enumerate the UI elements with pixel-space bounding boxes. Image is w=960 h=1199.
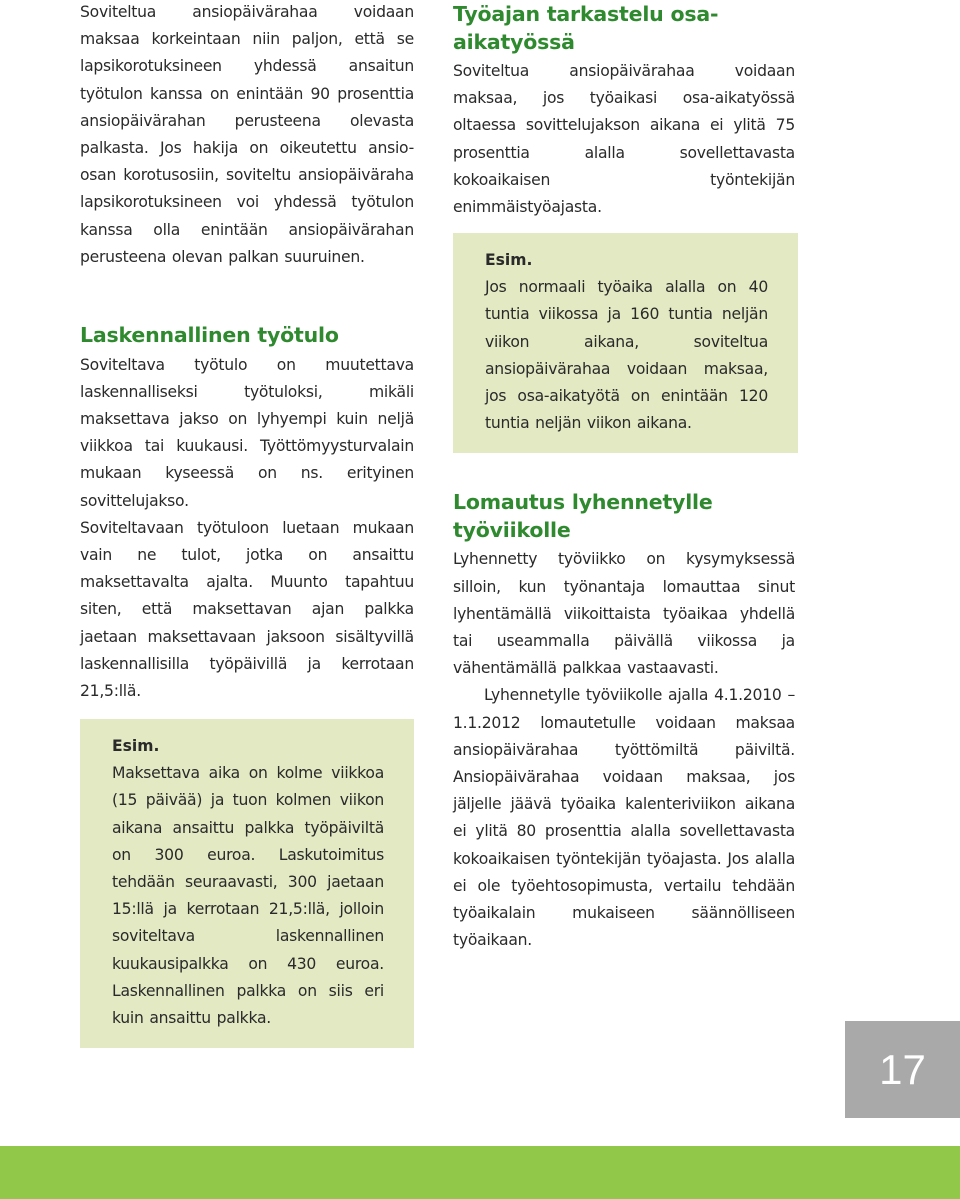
left-paragraph-1: Soviteltua ansiopäivärahaa voidaan maksaa korkeintaan niin paljon, että se lapsikorotuksineen yhdessä ansaitun työtulon kanssa on enintään 90 prosenttia ansiopäivärahan perusteena olevasta palkasta. Jos hakija on oikeutettu ansio-osan korotusosiin, soviteltu ansiopäiväraha lapsikorotuksineen voi yhdessä työtulon kanssa olla enintään ansiopäivärahan perusteena olevan palkan suuruinen.	[80, 3, 414, 266]
left-example-text: Maksettava aika on kolme viikkoa (15 päivää) ja tuon kolmen viikon aikana ansaittu palkka työpäiviltä on 300 euroa. Laskutoimitus tehdään seuraavasti, 300 jaetaan 15:llä ja kerrotaan 21,5:llä, jolloin soviteltava laskennallinen kuukausipalkka on 430 euroa. Laskennallinen palkka on siis eri kuin ansaittu palkka.	[112, 764, 384, 1027]
left-paragraph-2: Soviteltava työtulo on muutettava laskennalliseksi työtuloksi, mikäli maksettava jakso on lyhyempi kuin neljä viikkoa tai kuukausi. Työttömyysturvalain mukaan kyseessä on ns. erityinen sovittelujakso.	[80, 355, 414, 510]
left-example-box	[80, 719, 414, 1048]
right-paragraph-3: Lyhennetylle työviikolle ajalla 4.1.2010 – 1.1.2012 lomautetulle voidaan maksaa ansiopäivärahaa työttömiltä päiviltä. Ansiopäivärahaa voidaan maksaa, jos jäljelle jäävä työaika kalenteriviikon aikana ei ylitä 80 prosenttia alalla sovellettavasta kokoaikaisen työntekijän työajasta. Jos alalla ei ole työehtosopimusta, vertailu tehdään työaikalain mukaiseen säännölliseen työaikaan.	[453, 686, 795, 950]
heading-laskennallinen-tyotulo: Laskennallinen työtulo	[80, 323, 339, 348]
left-paragraph-3: Soviteltavaan työtuloon luetaan mukaan vain ne tulot, jotka on ansaittu maksettavalta ajalta. Muunto tapahtuu siten, että maksettavan ajan palkka jaetaan maksettavaan jaksoon sisältyvillä laskennallisilla työpäivillä ja kerrotaan 21,5:llä.	[80, 518, 414, 700]
heading-tyoajan-tarkastelu: Työajan tarkastelu osa-aikatyössä	[453, 2, 719, 54]
right-paragraph-2: Lyhennetty työviikko on kysymyksessä silloin, kun työnantaja lomauttaa sinut lyhentämällä viikoittaista työaikaa yhdellä tai useammalla päivällä viikossa ja vähentämällä palkkaa vastaavasti.	[453, 550, 795, 678]
right-example-text: Jos normaali työaika alalla on 40 tuntia viikossa ja 160 tuntia neljän viikon aikana, soviteltua ansiopäivärahaa voidaan maksaa, jos osa-aikatyötä on enintään 120 tuntia neljän viikon aikana.	[485, 278, 768, 433]
heading-lomautus: Lomautus lyhennetylle työviikolle	[453, 490, 713, 542]
page-number	[845, 1021, 960, 1118]
right-example-label: Esim.	[485, 251, 533, 270]
right-column	[453, 0, 795, 954]
page-number-text: 17	[879, 1045, 926, 1093]
left-example-label: Esim.	[112, 737, 160, 756]
left-column	[80, 0, 414, 1048]
right-example-box	[453, 233, 798, 453]
right-paragraph-1: Soviteltua ansiopäivärahaa voidaan maksaa, jos työaikasi osa-aikatyössä oltaessa sovittelujakson aikana ei ylitä 75 prosenttia alalla sovellettavasta kokoaikaisen työntekijän enimmäistyöajasta.	[453, 62, 795, 217]
footer-bar	[0, 1146, 960, 1199]
